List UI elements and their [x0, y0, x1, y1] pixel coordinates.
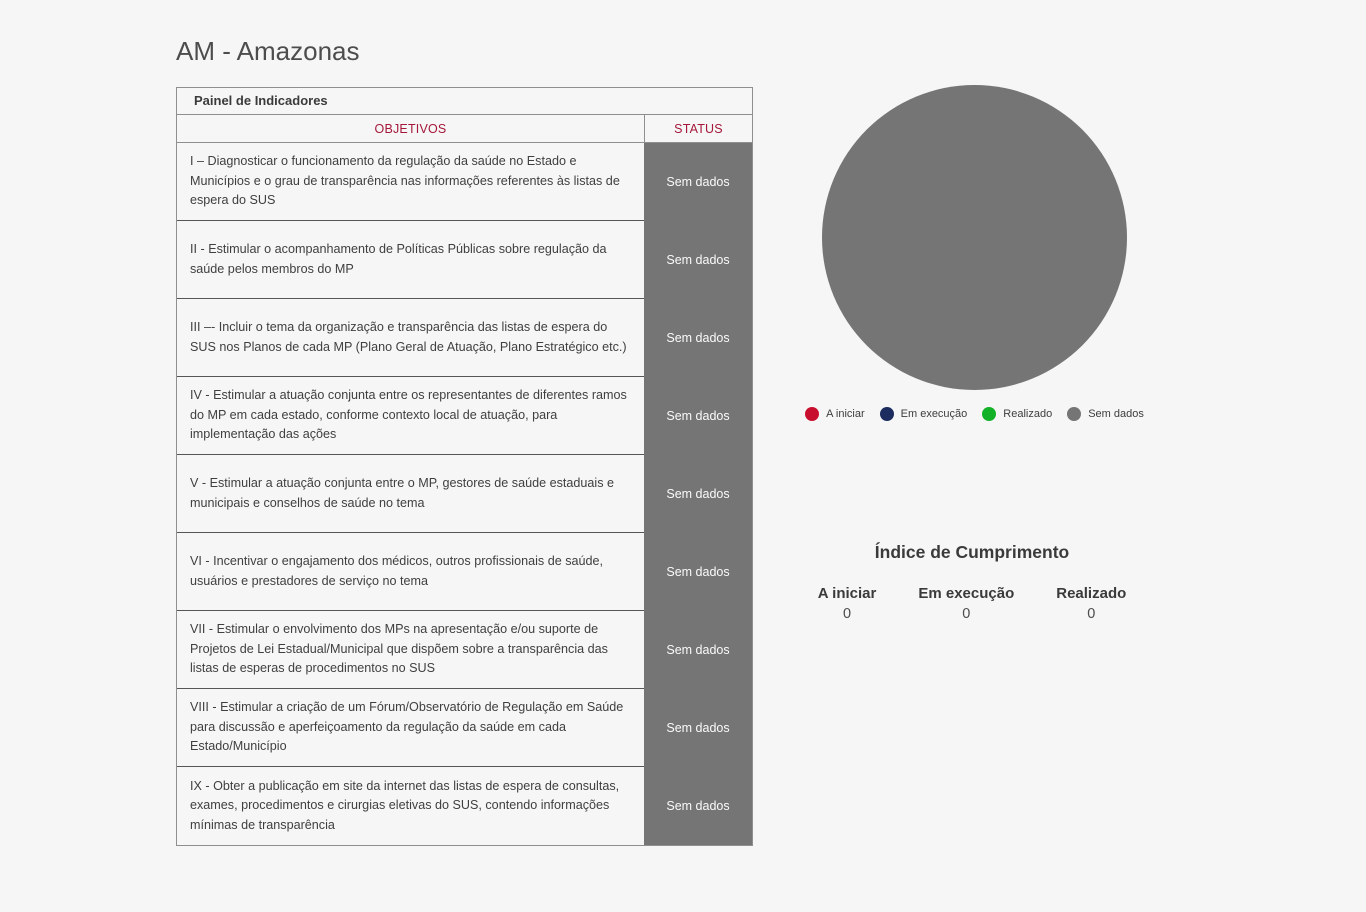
a-iniciar-dot-icon: [805, 407, 819, 421]
table-header-row: [177, 115, 752, 143]
table-body: [177, 143, 752, 845]
status-badge-7: Sem dados: [666, 643, 730, 657]
stat-value: 0: [843, 606, 852, 622]
pie-chart[interactable]: [822, 85, 1127, 390]
table-row-objective-9: IX - Obter a publicação em site da internet das listas de espera de consultas, exames, procedimentos e cirurgias eletivas do SUS, contendo informações mínimas de transparência: [190, 778, 620, 832]
legend-item-sem-dados[interactable]: [1067, 407, 1144, 421]
status-column: [644, 143, 752, 845]
table-row-objective-5: V - Estimular a atuação conjunta entre o MP, gestores de saúde estaduais e municipais e conselhos de saúde no tema: [177, 455, 644, 533]
table-row-objective-3: III –- Incluir o tema da organização e transparência das listas de espera do SUS nos Planos de cada MP (Plano Geral de Atuação, Plano Estratégico etc.): [177, 299, 644, 377]
table-row-objective-8: VIII - Estimular a criação de um Fórum/Observatório de Regulação em Saúde para discussão e aperfeiçoamento da regulação da saúde em cada Estado/Município: [177, 689, 644, 767]
compliance-index-stats: [802, 585, 1142, 622]
status-badge-5: Sem dados: [666, 487, 730, 501]
table-row-objective-4: IV - Estimular a atuação conjunta entre os representantes de diferentes ramos do MP em cada estado, conforme contexto local de atuação, para implementação das ações: [177, 377, 644, 455]
status-badge-6: Sem dados: [666, 565, 730, 579]
stat-value: 0: [1087, 606, 1096, 622]
stat-label: Realizado: [1056, 585, 1127, 602]
legend-label: Sem dados: [1088, 408, 1144, 420]
compliance-index-title: Índice de Cumprimento: [874, 542, 1070, 562]
chart-legend: [802, 407, 1147, 421]
table-row-objective-7: VII - Estimular o envolvimento dos MPs na apresentação e/ou suporte de Projetos de Lei Estadual/Municipal que dispõem sobre a transparência das listas de esperas de procedimentos no SUS: [177, 611, 644, 689]
table-row-objective-1: I – Diagnosticar o funcionamento da regulação da saúde no Estado e Municípios e o grau de transparência nas informações referentes às listas de espera do SUS: [177, 143, 644, 221]
em-execucao-dot-icon: [880, 407, 894, 421]
stat-label: Em execução: [918, 585, 1015, 602]
legend-item-realizado[interactable]: [982, 407, 1052, 421]
table-row-objective-6: VI - Incentivar o engajamento dos médicos, outros profissionais de saúde, usuários e prestadores de serviço no tema: [177, 533, 644, 611]
objectives-column: [177, 143, 644, 845]
legend-label: Em execução: [900, 408, 968, 420]
stat-a-iniciar: [818, 585, 877, 622]
legend-label: A iniciar: [826, 408, 865, 420]
legend-item-a-iniciar[interactable]: [805, 407, 865, 421]
table-row-objective-2: II - Estimular o acompanhamento de Políticas Públicas sobre regulação da saúde pelos membros do MP: [177, 221, 644, 299]
realizado-dot-icon: [982, 407, 996, 421]
stat-value: 0: [962, 606, 971, 622]
status-badge-3: Sem dados: [666, 331, 730, 345]
legend-item-em-execucao[interactable]: [880, 407, 968, 421]
column-header-status: STATUS: [644, 115, 752, 142]
panel-title: Painel de Indicadores: [177, 88, 752, 115]
indicator-panel: [176, 87, 753, 846]
stat-em-execucao: [918, 585, 1014, 622]
legend-label: Realizado: [1003, 408, 1053, 420]
status-badge-2: Sem dados: [666, 253, 730, 267]
sem-dados-dot-icon: [1067, 407, 1081, 421]
stat-realizado: [1056, 585, 1126, 622]
status-badge-9: Sem dados: [666, 799, 730, 813]
page-title: AM - Amazonas: [176, 36, 360, 66]
column-header-objectives: OBJETIVOS: [374, 121, 447, 136]
status-badge-8: Sem dados: [666, 721, 730, 735]
stat-label: A iniciar: [817, 585, 877, 602]
status-badge-1: Sem dados: [666, 175, 730, 189]
status-badge-4: Sem dados: [666, 409, 730, 423]
